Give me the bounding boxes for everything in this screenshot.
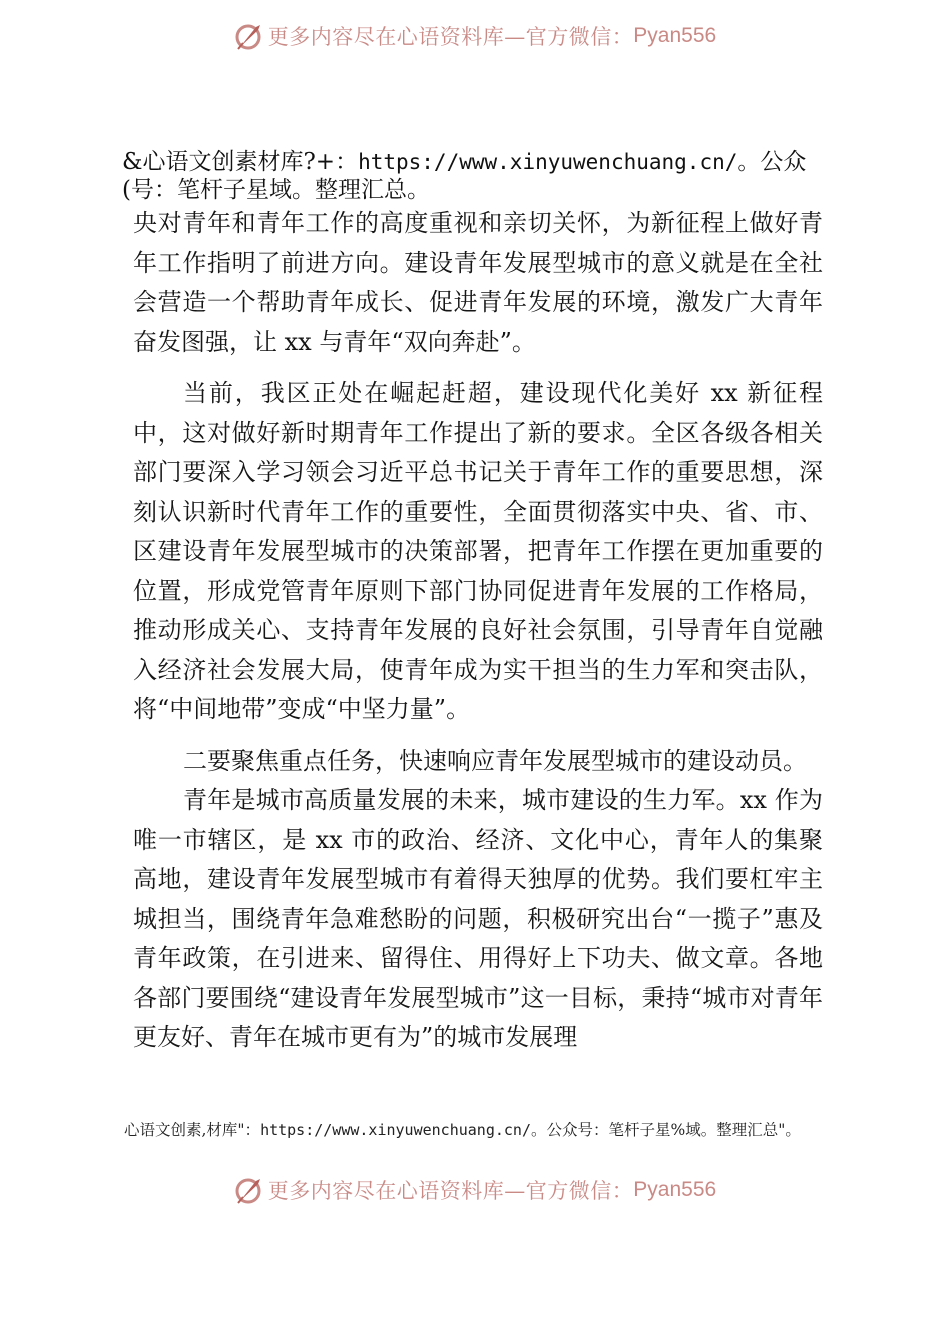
footer-banner-wechat: Pyan556 — [633, 1178, 717, 1201]
paragraph-1: 央对青年和青年工作的高度重视和亲切关怀，为新征程上做好青年工作指明了前进方向。建设青年发展型城市的意义就是在全社会营造一个帮助青年成长、促进青年发展的环境，激发广大青年奋发图强，让 xx 与青年“双向奔赴”。 — [133, 209, 823, 356]
source-footer — [124, 1118, 844, 1140]
quill-pen-logo-icon — [234, 21, 264, 51]
source-footer-url[interactable]: https://www.xinyuwenchuang.cn/ — [260, 1121, 531, 1139]
paragraph-2: 当前，我区正处在崛起赶超，建设现代化美好 xx 新征程中，这对做好新时期青年工作提出了新的要求。全区各级各相关部门要深入学习领会习近平总书记关于青年工作的重要思想，深刻认识新时代青年工作的重要性，全面贯彻落实中央、省、市、区建设青年发展型城市的决策部署，把青年工作摆在更加重要的位置，形成党管青年原则下部门协同促进青年发展的工作格局，推动形成关心、支持青年发展的良好社会氛围，引导青年自觉融入经济社会发展大局，使青年成为实干担当的生力军和突击队，将“中间地带”变成“中坚力量”。 — [133, 379, 823, 723]
footer-banner — [0, 1170, 950, 1210]
paragraph-3: 青年是城市高质量发展的未来，城市建设的生力军。xx 作为唯一市辖区，是 xx 市的政治、经济、文化中心，青年人的集聚高地，建设青年发展型城市有着得天独厚的优势。我们要杠牢主城担当，围绕青年急难愁盼的问题，积极研究出台“一揽子”惠及青年政策，在引进来、留得住、用得好上下功夫、做文章。各地各部门要围绕“建设青年发展型城市”这一目标，秉持“城市对青年更友好、青年在城市更有为”的城市发展理 — [133, 786, 823, 1051]
source-header — [122, 148, 832, 204]
footer-banner-text: 更多内容尽在心语资料库—官方微信： — [267, 1179, 634, 1203]
source-header-prefix: &心语文创素材库?+： — [122, 149, 359, 175]
source-footer-suffix: 。公众号：笔杆子星%域。整理汇总"。 — [531, 1121, 801, 1139]
document-body — [133, 204, 823, 1058]
source-header-url[interactable]: https://www.xinyuwenchuang.cn/ — [358, 150, 738, 174]
source-footer-prefix: 心语文创素,材库"： — [124, 1121, 261, 1139]
source-header-suffix: 。公众(号：笔杆子星域。整理汇总。 — [122, 149, 807, 203]
header-banner — [0, 16, 950, 56]
section-heading: 二要聚焦重点任务，快速响应青年发展型城市的建设动员。 — [183, 746, 807, 775]
quill-pen-logo-icon — [234, 1175, 264, 1205]
header-banner-text: 更多内容尽在心语资料库—官方微信： — [267, 25, 634, 49]
header-banner-wechat: Pyan556 — [633, 24, 717, 47]
